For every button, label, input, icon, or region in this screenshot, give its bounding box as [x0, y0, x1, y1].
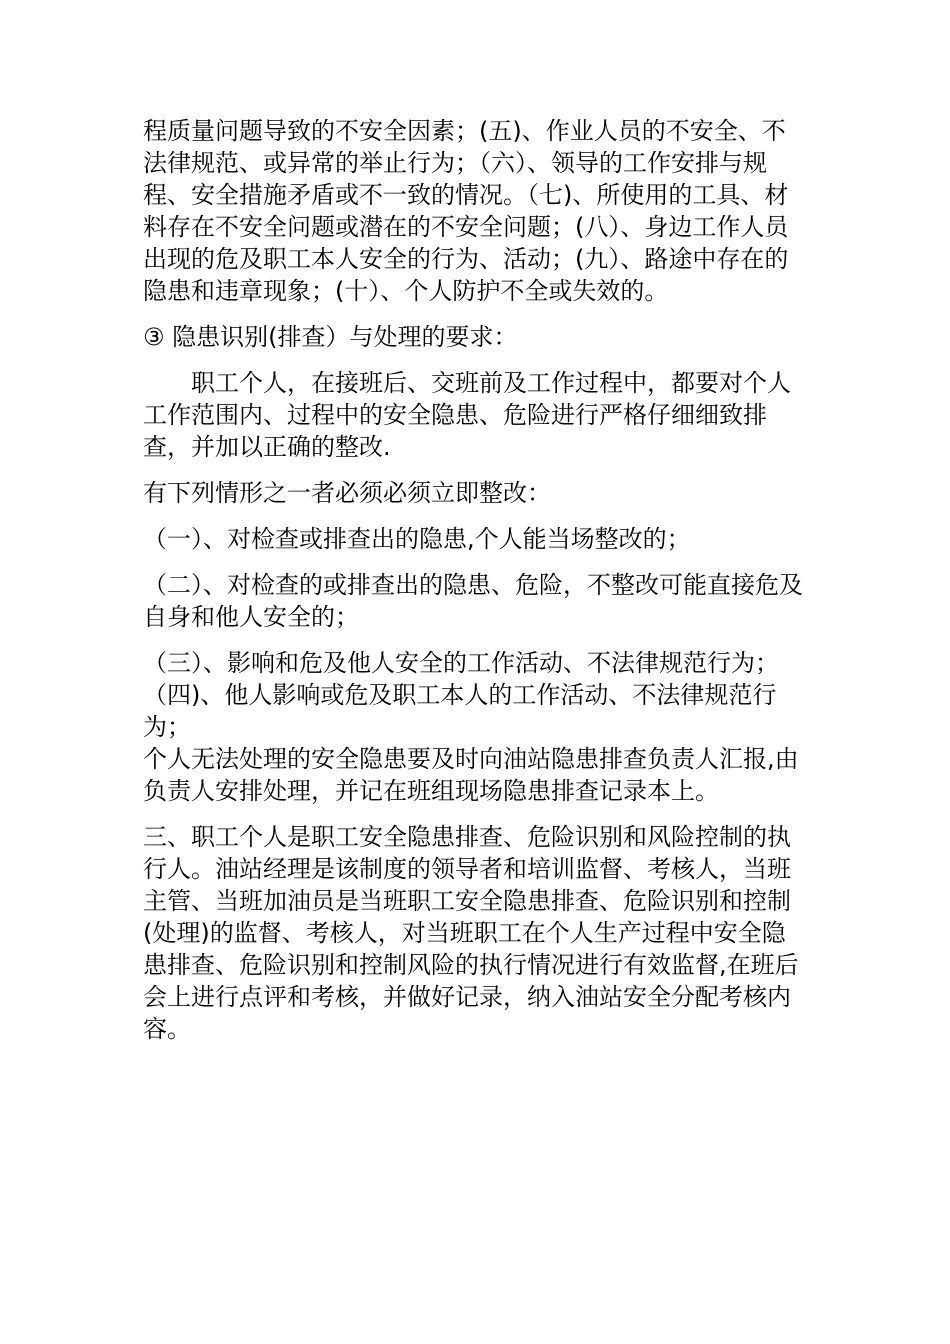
list-item-2: （二）、对检查的或排查出的隐患、危险，不整改可能直接危及自身和他人安全的；	[143, 571, 803, 631]
paragraph-hazard-factors: 程质量问题导致的不安全因素；(五)、作业人员的不安全、不法律规范、或异常的举止行为；（六）、领导的工作安排与规程、安全措施矛盾或不一致的情况。（七)、所使用的工具、材料存在不安全问题或潜在的不安全问题；(八）、身边工作人员出现的危及职工本人安全的行为、活动；(九）、路途中存在的隐患和违章现象；(十）、个人防护不全或失效的。	[143, 117, 789, 305]
paragraph-report-to-supervisor: 个人无法处理的安全隐患要及时向油站隐患排查负责人汇报,由负责人安排处理，并记在班组现场隐患排查记录本上。	[143, 745, 799, 805]
document-body	[143, 115, 803, 1045]
list-item-1: （一）、对检查或排查出的隐患,个人能当场整改的；	[143, 525, 691, 553]
paragraph-immediate-rectification-intro: 有下列情形之一者必须必须立即整改：	[143, 479, 551, 507]
paragraph-individual-duty: 职工个人，在接班后、交班前及工作过程中，都要对个人工作范围内、过程中的安全隐患、危险进行严格仔细细致排查，并加以正确的整改.	[143, 369, 791, 461]
paragraph-section-three: 三、职工个人是职工安全隐患排查、危险识别和风险控制的执行人。油站经理是该制度的领导者和培训监督、考核人，当班主管、当班加油员是当班职工安全隐患排查、危险识别和控制(处理)的监督、考核人，对当班职工在个人生产过程中安全隐患排查、危险识别和控制风险的执行情况进行有效监督,在班后会上进行点评和考核，并做好记录，纳入油站安全分配考核内容。	[143, 823, 799, 1043]
paragraph-requirements-heading: ③ 隐患识别(排查）与处理的要求：	[143, 323, 518, 351]
list-item-4: （四)、他人影响或危及职工本人的工作活动、不法律规范行为；	[143, 681, 777, 741]
list-item-3: （三）、影响和危及他人安全的工作活动、不法律规范行为；	[143, 649, 779, 677]
